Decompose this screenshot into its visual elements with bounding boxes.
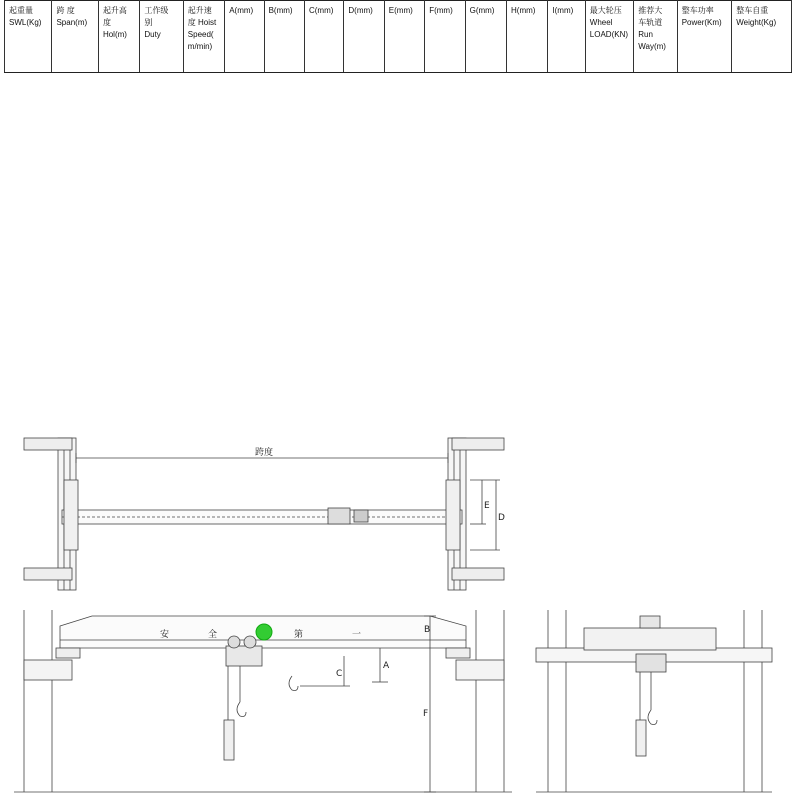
column-header-line: 度 bbox=[102, 18, 111, 27]
column-header-line: LOAD(KN) bbox=[589, 30, 629, 39]
column-header-line: B(mm) bbox=[268, 6, 293, 15]
column-header-line: 起升高 bbox=[102, 6, 127, 15]
column-header bbox=[52, 1, 98, 73]
column-header-line: m/min) bbox=[187, 42, 213, 51]
hoist-body bbox=[226, 646, 262, 666]
column-header bbox=[507, 1, 548, 73]
column-header-line: G(mm) bbox=[469, 6, 495, 15]
dim-b-label: B bbox=[424, 625, 431, 635]
column-header-line: I(mm) bbox=[552, 6, 574, 15]
side-view bbox=[536, 610, 772, 792]
column-header bbox=[548, 1, 585, 73]
column-header-line: Hol(m) bbox=[102, 30, 127, 39]
column-header-line: 最大轮压 bbox=[589, 6, 622, 15]
column-header-line: H(mm) bbox=[511, 6, 536, 15]
column-header bbox=[5, 1, 52, 73]
dim-d-label: D bbox=[498, 513, 505, 523]
column-header bbox=[384, 1, 424, 73]
dim-a-label: A bbox=[383, 661, 390, 671]
girder-text-3: 第 bbox=[294, 630, 304, 640]
dim-e-label: E bbox=[484, 501, 490, 511]
column-header bbox=[634, 1, 677, 73]
column-header-line: 跨 度 bbox=[56, 6, 75, 15]
trolley-plan bbox=[328, 508, 350, 524]
column-header-line: Run bbox=[638, 30, 653, 39]
girder-text-2: 全 bbox=[208, 630, 218, 640]
column-header-line: Duty bbox=[144, 30, 161, 39]
column-header-line: Wheel bbox=[589, 18, 613, 27]
column-header bbox=[732, 1, 792, 73]
pendant-control bbox=[224, 720, 234, 760]
span-label: 跨度 bbox=[255, 448, 274, 458]
column-header-line: 推荐大 bbox=[638, 6, 663, 15]
dim-c-label: C bbox=[336, 669, 343, 679]
column-header-line: Way(m) bbox=[638, 42, 666, 51]
girder-text-1: 安 bbox=[160, 630, 170, 640]
side-hoist bbox=[636, 654, 666, 672]
plan-view bbox=[24, 438, 504, 590]
table-header-row bbox=[5, 1, 792, 73]
column-header-line: E(mm) bbox=[388, 6, 413, 15]
column-header bbox=[264, 1, 304, 73]
column-header-line: C(mm) bbox=[308, 6, 334, 15]
dim-f-label: F bbox=[423, 709, 429, 719]
column-header-line: A(mm) bbox=[229, 6, 254, 15]
column-header-line: 整车功率 bbox=[681, 6, 714, 15]
column-header-line: Span(m) bbox=[56, 18, 88, 27]
column-header-line: Speed( bbox=[187, 30, 214, 39]
column-header bbox=[344, 1, 384, 73]
column-header bbox=[183, 1, 224, 73]
column-header-line: 车轨道 bbox=[638, 18, 663, 27]
girder-text-4: 一 bbox=[352, 630, 362, 640]
column-header-line: 工作级 bbox=[144, 6, 169, 15]
column-header-line: 别 bbox=[144, 18, 153, 27]
crane-drawings bbox=[0, 420, 800, 800]
column-header-line: 起升速 bbox=[187, 6, 212, 15]
column-header bbox=[304, 1, 343, 73]
column-header-line: Power(Km) bbox=[681, 18, 722, 27]
column-header-line: SWL(Kg) bbox=[9, 18, 42, 27]
column-header bbox=[585, 1, 633, 73]
column-header bbox=[677, 1, 732, 73]
column-header-line: 起重量 bbox=[9, 6, 33, 15]
column-header bbox=[140, 1, 183, 73]
column-header-line: F(mm) bbox=[429, 6, 453, 15]
column-header-line: 整车自重 bbox=[736, 6, 769, 15]
column-header bbox=[98, 1, 139, 73]
column-header-line: D(mm) bbox=[348, 6, 373, 15]
specification-table bbox=[4, 0, 792, 73]
column-header bbox=[225, 1, 264, 73]
column-header-line: Weight(Kg) bbox=[736, 18, 777, 27]
column-header bbox=[425, 1, 465, 73]
column-header-line: 度 Hoist bbox=[187, 18, 217, 27]
column-header bbox=[465, 1, 506, 73]
safety-logo-icon bbox=[256, 624, 272, 640]
